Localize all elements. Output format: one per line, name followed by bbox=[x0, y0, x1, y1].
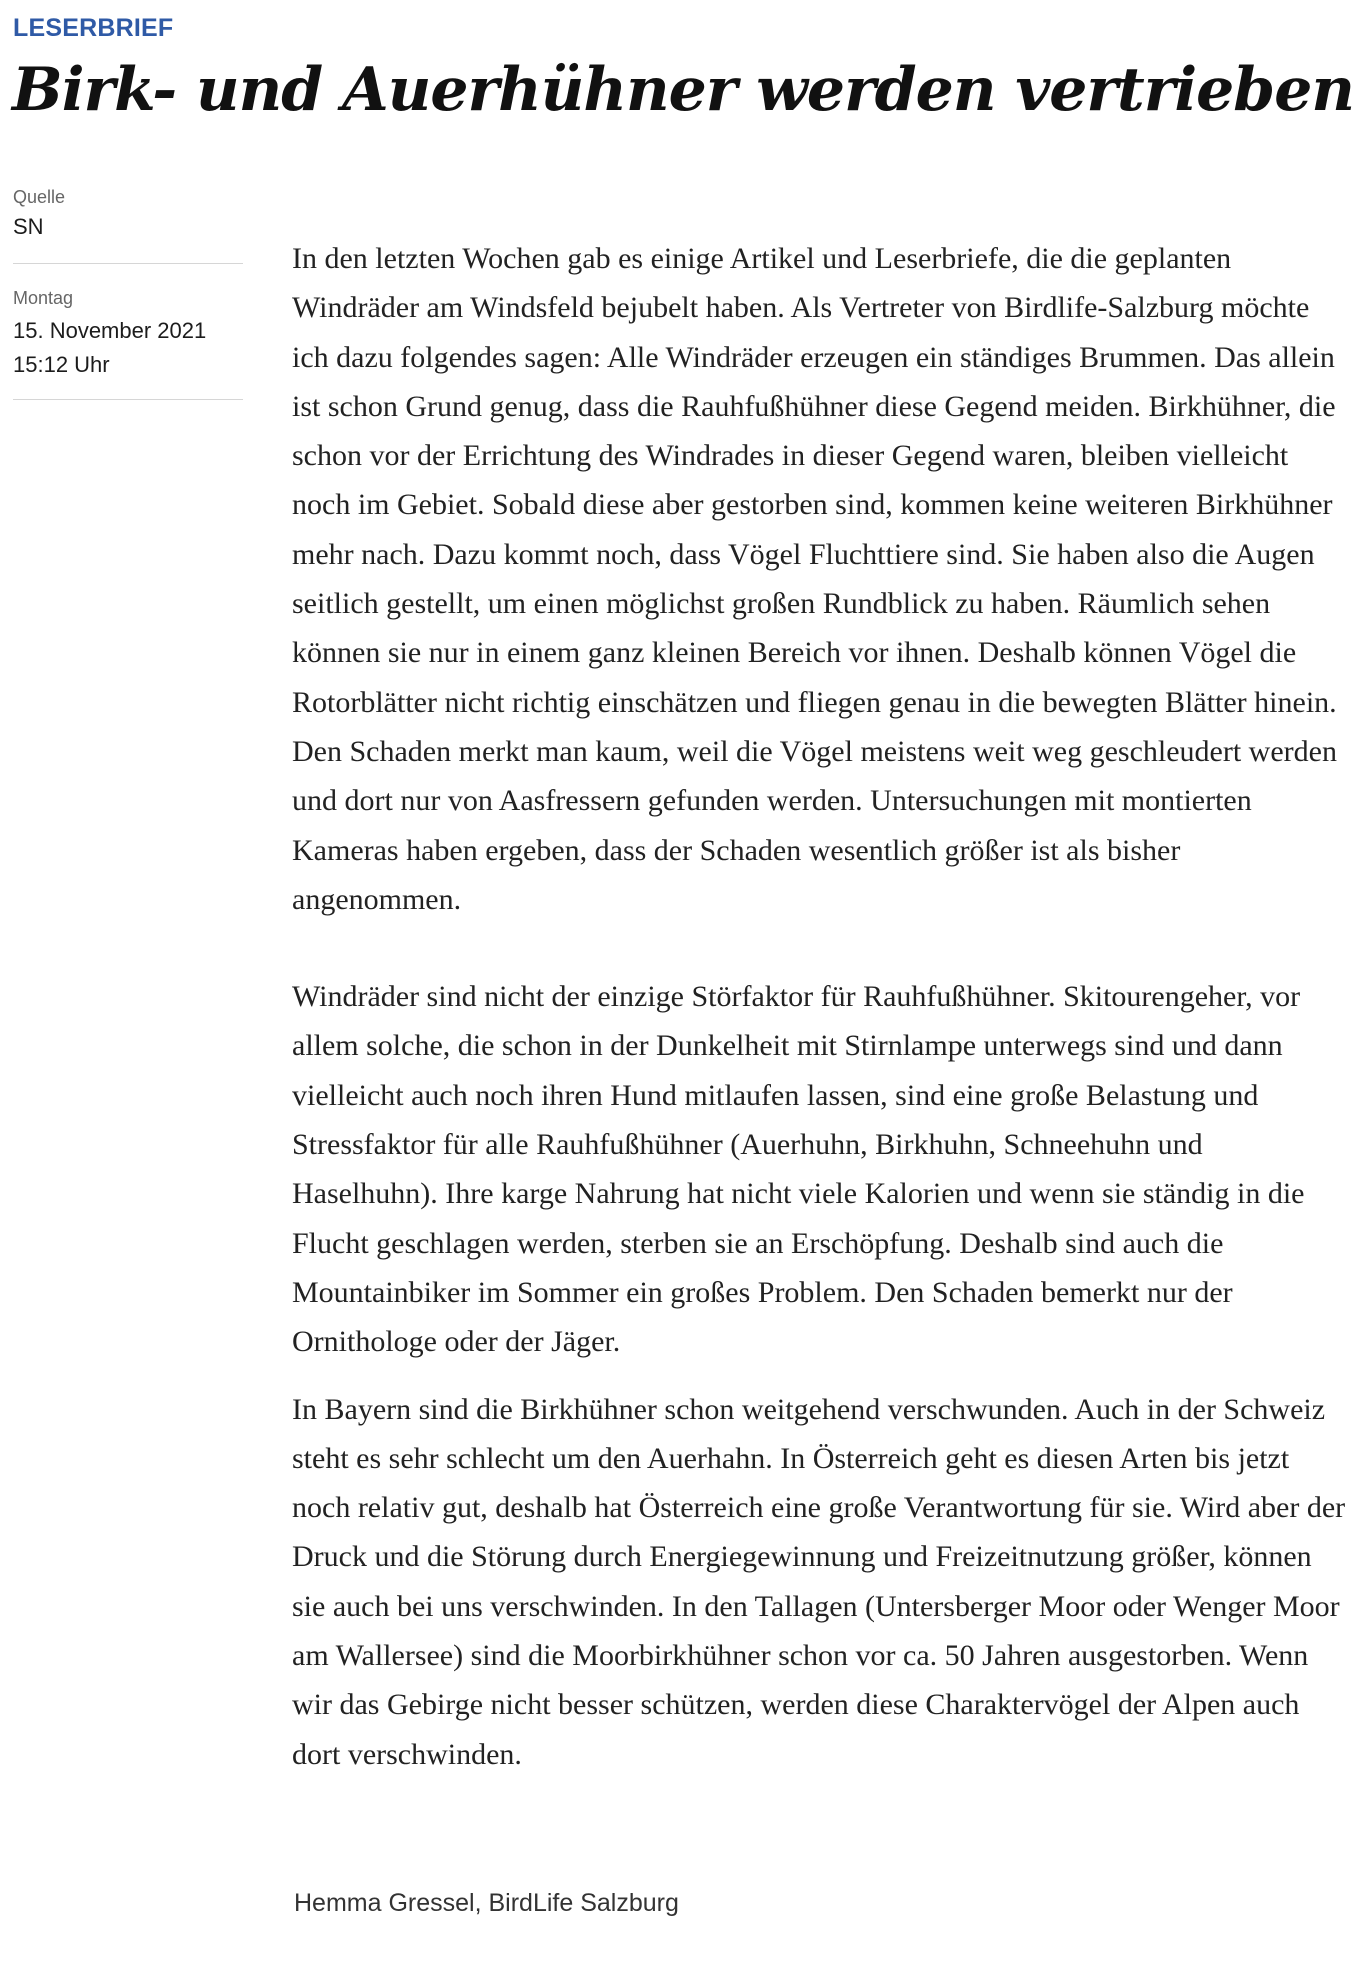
article-paragraph: In den letzten Wochen gab es einige Artikel und Leserbriefe, die die geplanten Windräder am Windsfeld bejubelt haben. Als Vertreter von Birdlife-Salzburg möchte ich dazu folgendes sagen: Alle Windräder erzeugen ein ständiges Brummen. Das allein ist schon Grund genug, dass die Rauhfußhühner diese Gegend meiden. Birkhühner, die schon vor der Errichtung des Windrades in dieser Gegend waren, bleiben vielleicht noch im Gebiet. Sobald diese aber gestorben sind, kommen keine weiteren Birkhühner mehr nach. Dazu kommt noch, dass Vögel Fluchttiere sind. Sie haben also die Augen seitlich gestellt, um einen möglichst großen Rundblick zu haben. Räumlich sehen können sie nur in einem ganz kleinen Bereich vor ihnen. Deshalb können Vögel die Rotorblätter nicht richtig einschätzen und fliegen genau in die bewegten Blätter hinein. Den Schaden merkt man kaum, weil die Vögel meistens weit weg geschleudert werden und dort nur von Aasfressern gefunden werden. Untersuchungen mit montierten Kameras haben ergeben, dass der Schaden wesentlich größer ist als bisher angenommen. bbox=[292, 242, 1337, 916]
publish-time: 15:12 Uhr bbox=[13, 352, 110, 377]
article-kicker: LESERBRIEF bbox=[13, 14, 174, 42]
article-body bbox=[292, 234, 1352, 1779]
meta-date bbox=[13, 288, 243, 382]
letter-signature: Hemma Gressel, BirdLife Salzburg bbox=[294, 1889, 679, 1917]
source-label: Quelle bbox=[13, 187, 66, 207]
day-label: Montag bbox=[13, 288, 74, 308]
article-paragraph: In Bayern sind die Birkhühner schon weitgehend verschwunden. Auch in der Schweiz steht es sehr schlecht um den Auerhahn. In Österreich geht es diesen Arten bis jetzt noch relativ gut, deshalb hat Österreich eine große Verantwortung für sie. Wird aber der Druck und die Störung durch Energiegewinnung und Freizeitnutzung größer, können sie auch bei uns verschwinden. In den Tallagen (Untersberger Moor oder Wenger Moor am Wallersee) sind die Moorbirkhühner schon vor ca. 50 Jahren ausgestorben. Wenn wir das Gebirge nicht besser schützen, werden diese Charaktervögel der Alpen auch dort verschwinden. bbox=[292, 1392, 1346, 1771]
meta-divider bbox=[13, 263, 243, 264]
source-value: SN bbox=[13, 214, 44, 239]
meta-source bbox=[13, 187, 243, 240]
article-paragraph: Windräder sind nicht der einzige Störfaktor für Rauhfußhühner. Skitourengeher, vor allem solche, die schon in der Dunkelheit mit Stirnlampe unterwegs sind und dann vielleicht auch noch ihren Hund mitlaufen lassen, sind eine große Belastung und Stressfaktor für alle Rauhfußhühner (Auerhuhn, Birkhuhn, Schneehuhn und Haselhuhn). Ihre karge Nahrung hat nicht viele Kalorien und wenn sie ständig in die Flucht geschlagen werden, sterben sie an Erschöpfung. Deshalb sind auch die Mountainbiker im Sommer ein großes Problem. Den Schaden bemerkt nur der Ornithologe oder der Jäger. bbox=[292, 980, 1305, 1359]
meta-divider bbox=[13, 399, 243, 400]
article-title: Birk- und Auerhühner werden vertrieben bbox=[12, 55, 1355, 125]
publish-date: 15. November 2021 bbox=[13, 318, 207, 343]
